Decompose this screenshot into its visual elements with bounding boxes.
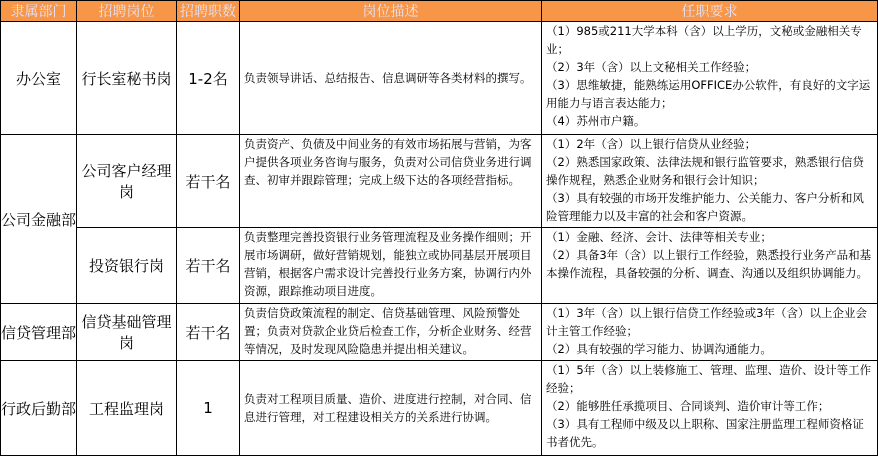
dept-cell: 公司金融部 bbox=[1, 135, 77, 304]
requirements-cell bbox=[542, 228, 878, 304]
requirement-item: （1）金融、经济、会计、法律等相关专业； bbox=[546, 230, 772, 244]
requirement-item: （2）能够胜任承揽项目、合同谈判、造价审计等工作； bbox=[546, 399, 830, 413]
count-cell: 1 bbox=[177, 361, 240, 456]
count-cell: 若干名 bbox=[177, 304, 240, 361]
position-cell: 行长室秘书岗 bbox=[77, 22, 177, 135]
table-row bbox=[1, 228, 878, 304]
count-cell: 1-2名 bbox=[177, 22, 240, 135]
header-dept: 隶属部门 bbox=[1, 1, 77, 22]
dept-cell: 行政后勤部 bbox=[1, 361, 77, 456]
header-count: 招聘职数 bbox=[177, 1, 240, 22]
requirements-cell bbox=[542, 22, 878, 135]
requirement-item: （3）具有工程师中级及以上职称、国家注册监理工程师资格证书者优先。 bbox=[546, 417, 864, 449]
position-cell: 工程监理岗 bbox=[77, 361, 177, 456]
requirement-item: （2）具备3年（含）以上银行工作经验，熟悉投行业务产品和基本操作流程，具备较强的分析、调查、沟通以及组织协调能力。 bbox=[546, 248, 872, 280]
position-cell: 信贷基础管理岗 bbox=[77, 304, 177, 361]
description-cell: 负责资产、负债及中间业务的有效市场拓展与营销，为客户提供各项业务咨询与服务，负责对公司信贷业务进行调查、初审并跟踪管理；完成上级下达的各项经营指标。 bbox=[240, 135, 542, 228]
description-cell: 负责对工程项目质量、造价、进度进行控制，对合同、信息进行管理，对工程建设相关方的关系进行协调。 bbox=[240, 361, 542, 456]
requirement-item: （1）985或211大学本科（含）以上学历，文秘或金融相关专业； bbox=[546, 24, 862, 56]
dept-cell: 信贷管理部 bbox=[1, 304, 77, 361]
description-cell: 负责信贷政策流程的制定、信贷基础管理、风险预警处置；负责对贷款企业贷后检查工作，分析企业财务、经营等情况，及时发现风险隐患并提出相关建议。 bbox=[240, 304, 542, 361]
dept-cell: 办公室 bbox=[1, 22, 77, 135]
table-row bbox=[1, 304, 878, 361]
requirement-item: （3）思维敏捷，能熟练运用OFFICE办公软件，有良好的文字运用能力与语言表达能力； bbox=[546, 78, 871, 110]
requirement-item: （4）苏州市户籍。 bbox=[546, 114, 646, 128]
position-cell: 公司客户经理岗 bbox=[77, 135, 177, 228]
requirements-cell bbox=[542, 304, 878, 361]
requirement-item: （1）5年（含）以上装修施工、管理、监理、造价、设计等工作经验； bbox=[546, 363, 872, 395]
table-row bbox=[1, 361, 878, 456]
header-description: 岗位描述 bbox=[240, 1, 542, 22]
requirements-cell bbox=[542, 135, 878, 228]
count-cell: 若干名 bbox=[177, 135, 240, 228]
table-row bbox=[1, 135, 878, 228]
requirements-cell bbox=[542, 361, 878, 456]
header-position: 招聘岗位 bbox=[77, 1, 177, 22]
position-cell: 投资银行岗 bbox=[77, 228, 177, 304]
requirement-item: （2）3年（含）以上文秘相关工作经验； bbox=[546, 60, 757, 74]
description-cell: 负责领导讲话、总结报告、信息调研等各类材料的撰写。 bbox=[240, 22, 542, 135]
requirement-item: （1）2年（含）以上银行信贷从业经验； bbox=[546, 137, 757, 151]
header-requirements: 任职要求 bbox=[542, 1, 878, 22]
requirement-item: （2）熟悉国家政策、法律法规和银行监管要求，熟悉银行信贷操作规程，熟悉企业财务和银行会计知识； bbox=[546, 155, 864, 187]
description-cell: 负责整理完善投资银行业务管理流程及业务操作细则；开展市场调研，做好营销规划，能独立或协同基层开展项目营销，根据客户需求设计完善投行业务方案，协调行内外资源，跟踪推动项目进度。 bbox=[240, 228, 542, 304]
count-cell: 若干名 bbox=[177, 228, 240, 304]
requirement-item: （1）3年（含）以上银行信贷工作经验或3年（含）以上企业会计主管工作经验； bbox=[546, 306, 867, 338]
header-row bbox=[1, 1, 878, 22]
requirement-item: （2）具有较强的学习能力、协调沟通能力。 bbox=[546, 342, 772, 356]
table-row bbox=[1, 22, 878, 135]
requirement-item: （3）具有较强的市场开发维护能力、公关能力、客户分析和风险管理能力以及丰富的社会和客户资源。 bbox=[546, 191, 864, 223]
